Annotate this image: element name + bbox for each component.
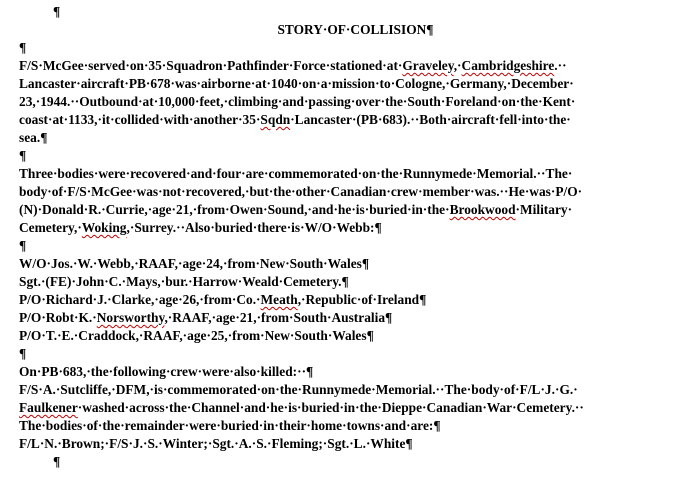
empty-paragraph-mark: ¶ (19, 238, 27, 253)
empty-paragraph-mark: ¶ (19, 346, 27, 361)
spellcheck-flagged-word: Cambridgeshire (461, 58, 555, 73)
body-line (19, 400, 584, 416)
empty-paragraph-mark: ¶ (53, 454, 61, 469)
text-run: coast·at·1133,·it·collided·with·another·35· (19, 112, 261, 127)
body-line: F/S·A.·Sutcliffe,·DFM,·is·commemorated·on·the·Runnymede·Memorial.··The·body·of·F/L·J.·G.· (19, 382, 578, 397)
spellcheck-flagged-word: Faulkener (19, 400, 78, 415)
text-run: ·Lancaster·(PB·683).··Both·aircraft·fell·into·the· (290, 112, 571, 127)
empty-paragraph-mark: ¶ (53, 4, 61, 19)
text-run: ·Military· (515, 202, 573, 217)
spellcheck-flagged-word: Sqdn (260, 112, 291, 127)
text-run: F/S·McGee·served·on·35·Squadron·Pathfinder·Force·stationed·at· (19, 58, 403, 73)
empty-paragraph-mark: ¶ (19, 40, 27, 55)
spellcheck-flagged-word: Brookwood (449, 202, 516, 217)
empty-paragraph-mark: ¶ (19, 148, 27, 163)
crew-list-item: Sgt.·(FE)·John·C.·Mays,·bur.·Harrow·Weald·Cemetery.¶ (19, 274, 349, 289)
text-run: ·washed·across·the·Channel·and·he·is·buried·in·the·Dieppe·Canadian·War·Cemetery.·· (77, 400, 584, 415)
text-run: .·· (554, 58, 567, 73)
text-run: ,·Republic·of·Ireland¶ (297, 292, 427, 307)
text-run: ,·Surrey.··Also·buried·there·is·W/O·Webb:¶ (126, 220, 382, 235)
document-title: STORY·OF·COLLISION¶ (277, 22, 434, 37)
body-line: 23,·1944.··Outbound·at·10,000·feet,·climbing·and·passing·over·the·South·Foreland·on·the·Kent· (19, 94, 576, 109)
text-run: ,· (453, 58, 462, 73)
body-line: Three·bodies·were·recovered·and·four·are·commemorated·on·the·Runnymede·Memorial.··The· (19, 166, 573, 181)
spellcheck-flagged-word: Graveley (402, 58, 454, 73)
body-line: body·of·F/S·McGee·was·not·recovered,·but·the·other·Canadian·crew·member·was.··He·was·P/O· (19, 184, 583, 199)
body-line (19, 112, 571, 128)
crew-list-item: W/O·Jos.·W.·Webb,·RAAF,·age·24,·from·New·South·Wales¶ (19, 256, 370, 271)
body-line: The·bodies·of·the·remainder·were·buried·in·their·home·towns·and·are:¶ (19, 418, 441, 433)
body-line: F/L·N.·Brown;·F/S·J.·S.·Winter;·Sgt.·A.·S.·Fleming;·Sgt.·L.·White¶ (19, 436, 413, 451)
spellcheck-flagged-word: Meath (260, 292, 298, 307)
text-run: P/O·Richard·J.·Clarke,·age·26,·from·Co.· (19, 292, 261, 307)
body-line (19, 220, 382, 236)
crew-list-item (19, 310, 392, 326)
body-line (19, 58, 567, 74)
spellcheck-flagged-word: Norsworthy (96, 310, 165, 325)
text-run: (N)·Donald·R.·Currie,·age·21,·from·Owen·Sound,·and·he·is·buried·in·the· (19, 202, 450, 217)
body-line: Lancaster·aircraft·PB·678·was·airborne·at·1040·on·a·mission·to·Cologne,·Germany,·December· (19, 76, 574, 91)
text-run: P/O·Robt·K.· (19, 310, 97, 325)
body-line (19, 202, 572, 218)
body-line: On·PB·683,·the·following·crew·were·also·killed:··¶ (19, 364, 314, 379)
crew-list-item (19, 292, 426, 308)
body-line: sea.¶ (19, 130, 48, 145)
spellcheck-flagged-word: Woking (81, 220, 127, 235)
crew-list-item: P/O·T.·E.·Craddock,·RAAF,·age·25,·from·New·South·Wales¶ (19, 328, 374, 343)
text-run: ,·RAAF,·age·21,·from·South·Australia¶ (164, 310, 393, 325)
text-run: Cemetery,· (19, 220, 82, 235)
